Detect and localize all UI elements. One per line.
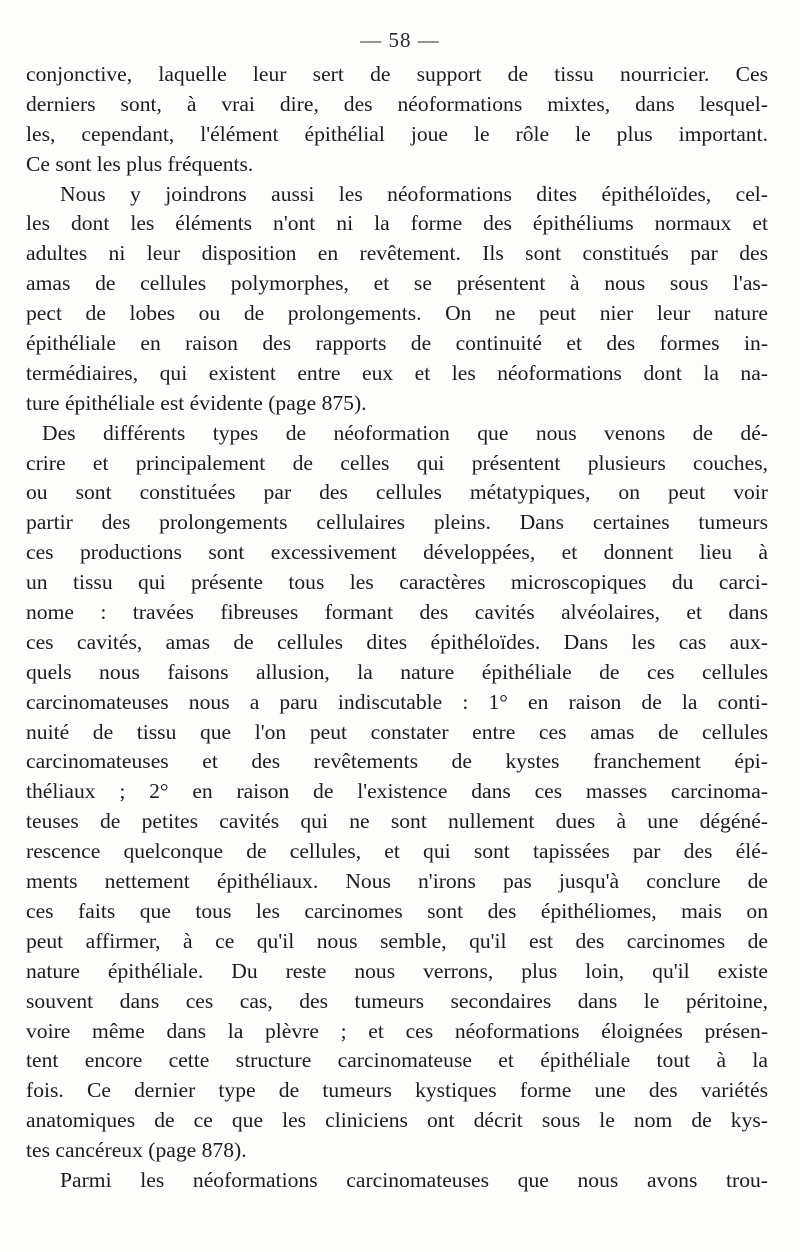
text-line: ture épithéliale est évidente (page 875).: [26, 390, 367, 415]
text-line: pect de lobes ou de prolongements. On ne peut nier leur nature: [26, 301, 768, 326]
page-number: — 58 —: [360, 28, 440, 52]
text-line: anatomiques de ce que les cliniciens ont décrit sous le nom de kys-: [26, 1108, 768, 1133]
text-line: fois. Ce dernier type de tumeurs kystiques forme une des variétés: [26, 1078, 768, 1103]
text-line: ces faits que tous les carcinomes sont des épithéliomes, mais on: [26, 898, 768, 923]
paragraph-first-line: Parmi les néoformations carcinomateuses que nous avons trou-: [60, 1167, 768, 1192]
text-line: ces cavités, amas de cellules dites épithéloïdes. Dans les cas aux-: [26, 629, 768, 654]
text-line: tent encore cette structure carcinomateuse et épithéliale tout à la: [26, 1048, 768, 1073]
paragraph-first-line: Nous y joindrons aussi les néoformations dites épithéloïdes, cel-: [60, 181, 768, 206]
text-line: rescence quelconque de cellules, et qui sont tapissées par des élé-: [26, 839, 768, 864]
text-line: derniers sont, à vrai dire, des néoformations mixtes, dans lesquel-: [26, 91, 768, 116]
text-line: carcinomateuses et des revêtements de kystes franchement épi-: [26, 749, 768, 774]
text-line: nome : travées fibreuses formant des cavités alvéolaires, et dans: [26, 600, 768, 625]
text-line: nuité de tissu que l'on peut constater entre ces amas de cellules: [26, 719, 768, 744]
text-line: souvent dans ces cas, des tumeurs secondaires dans le péritoine,: [26, 988, 768, 1013]
body-text: [26, 60, 768, 1196]
text-line: tes cancéreux (page 878).: [26, 1138, 247, 1163]
text-line: les, cependant, l'élément épithélial joue le rôle le plus important.: [26, 121, 768, 146]
text-line: crire et principalement de celles qui présentent plusieurs couches,: [26, 450, 768, 475]
text-line: partir des prolongements cellulaires pleins. Dans certaines tumeurs: [26, 510, 768, 535]
text-line: théliaux ; 2° en raison de l'existence dans ces masses carcinoma-: [26, 779, 768, 804]
text-line: ces productions sont excessivement développées, et donnent lieu à: [26, 540, 768, 565]
text-line: les dont les éléments n'ont ni la forme des épithéliums normaux et: [26, 211, 768, 236]
paragraph-first-line: Des différents types de néoformation que nous venons de dé-: [42, 420, 768, 445]
text-line: carcinomateuses nous a paru indiscutable : 1° en raison de la conti-: [26, 689, 768, 714]
text-line: voire même dans la plèvre ; et ces néoformations éloignées présen-: [26, 1018, 768, 1043]
text-line: termédiaires, qui existent entre eux et les néoformations dont la na-: [26, 360, 768, 385]
text-line: conjonctive, laquelle leur sert de support de tissu nourricier. Ces: [26, 62, 768, 86]
text-line: un tissu qui présente tous les caractères microscopiques du carci-: [26, 570, 768, 595]
text-line: Ce sont les plus fréquents.: [26, 151, 254, 176]
text-line: ou sont constituées par des cellules métatypiques, on peut voir: [26, 480, 768, 505]
text-line: teuses de petites cavités qui ne sont nullement dues à une dégéné-: [26, 809, 768, 834]
text-line: amas de cellules polymorphes, et se présentent à nous sous l'as-: [26, 271, 768, 296]
text-line: nature épithéliale. Du reste nous verrons, plus loin, qu'il existe: [26, 958, 768, 983]
text-line: épithéliale en raison des rapports de continuité et des formes in-: [26, 331, 768, 356]
text-line: ments nettement épithéliaux. Nous n'irons pas jusqu'à conclure de: [26, 869, 768, 894]
text-line: quels nous faisons allusion, la nature épithéliale de ces cellules: [26, 659, 768, 684]
text-line: adultes ni leur disposition en revêtement. Ils sont constitués par des: [26, 241, 768, 266]
text-line: peut affirmer, à ce qu'il nous semble, qu'il est des carcinomes de: [26, 928, 768, 953]
